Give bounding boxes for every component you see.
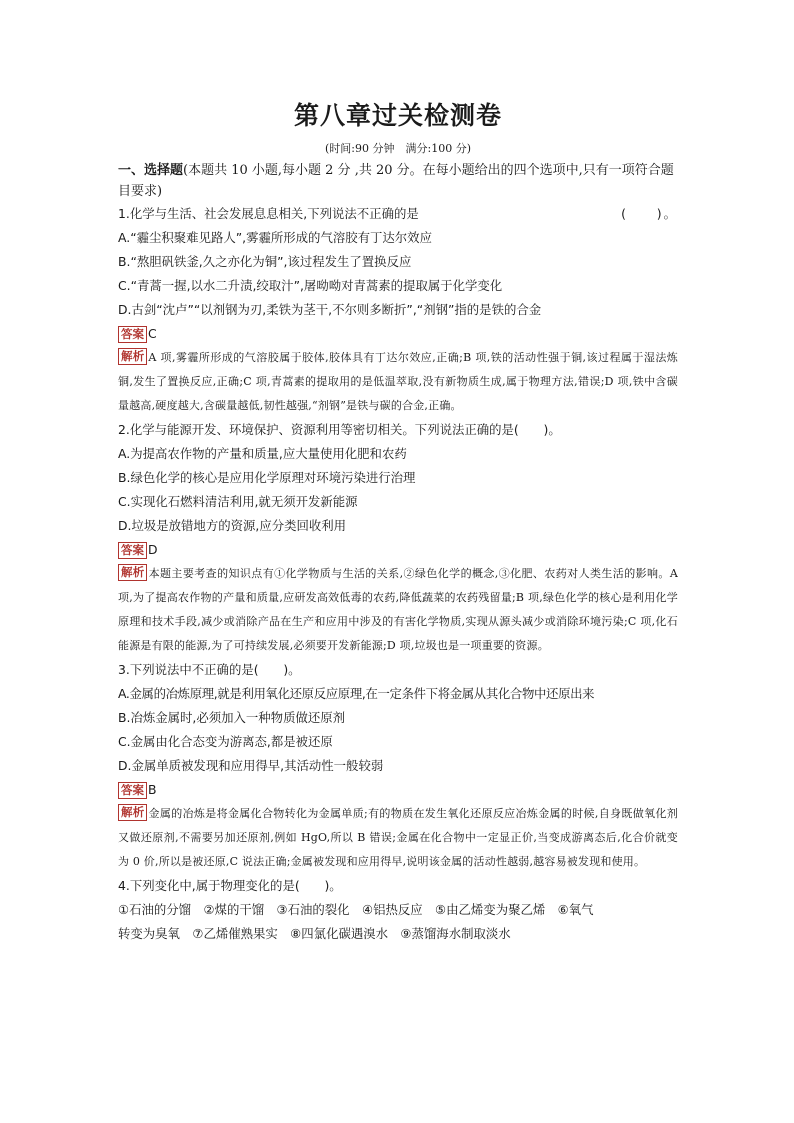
answer-row (118, 322, 678, 346)
option-b: B.“熬胆矾铁釜,久之亦化为铜”,该过程发生了置换反应 (118, 254, 412, 269)
exam-page (118, 96, 678, 946)
answer-label: 答案 (118, 542, 147, 559)
question-stem (118, 418, 678, 442)
option-d: D.金属单质被发现和应用得早,其活动性一般较弱 (118, 758, 384, 773)
question-4 (118, 874, 678, 946)
answer-row (118, 538, 678, 562)
question-1 (118, 202, 678, 418)
option-a: A.“霾尘积聚难见路人”,雾霾所形成的气溶胶有丁达尔效应 (118, 230, 432, 245)
explanation-label: 解析 (118, 564, 147, 581)
explanation (118, 346, 678, 418)
explanation-label: 解析 (118, 804, 147, 821)
section-description: (本题共 10 小题,每小题 2 分 ,共 20 分。在每小题给出的四个选项中,只有一项符合题目要求) (118, 163, 674, 199)
page-title: 第八章过关检测卷 (293, 101, 502, 130)
question-text: 1.化学与生活、社会发展息息相关,下列说法不正确的是 (118, 206, 419, 221)
option-list-line-1: ①石油的分馏 ②煤的干馏 ③石油的裂化 ④铝热反应 ⑤由乙烯变为聚乙烯 ⑥氧气 (118, 902, 594, 917)
explanation-text: 本题主要考查的知识点有①化学物质与生活的关系,②绿色化学的概念,③化肥、农药对人类生活的影响。A 项,为了提高农作物的产量和质量,应研发高效低毒的农药,降低蔬菜的农药残留量;B 项,绿色化学的核心是利用化学原理和技术手段,减少或消除产品在生产和应用中涉及的有害化学物质,实现从源头减少或消除环境污染;C 项,化石能源是有限的能源,为了可持续发展,必须要开发新能源;D 项,垃圾也是一项重要的资源。 (118, 567, 678, 652)
exam-meta: (时间:90 分钟 满分:100 分) (325, 142, 471, 155)
option-list-line-2: 转变为臭氧 ⑦乙烯催熟果实 ⑧四氯化碳遇溴水 ⑨蒸馏海水制取淡水 (118, 926, 511, 941)
option-c: C.实现化石燃料清洁利用,就无须开发新能源 (118, 494, 358, 509)
option-d: D.垃圾是放错地方的资源,应分类回收利用 (118, 518, 347, 533)
explanation (118, 802, 678, 874)
section-title: 一、选择题 (118, 163, 184, 178)
question-text: 4.下列变化中,属于物理变化的是( )。 (118, 878, 342, 893)
option-b: B.冶炼金属时,必须加入一种物质做还原剂 (118, 710, 346, 725)
answer-label: 答案 (118, 782, 147, 799)
option-b: B.绿色化学的核心是应用化学原理对环境污染进行治理 (118, 470, 416, 485)
option-c: C.“青蒿一握,以水二升渍,绞取汁”,屠呦呦对青蒿素的提取属于化学变化 (118, 278, 503, 293)
explanation (118, 562, 678, 658)
option-d: D.古剑“沈卢”“以剂钢为刃,柔铁为茎干,不尔则多断折”,“剂钢”指的是铁的合金 (118, 302, 542, 317)
answer-value: C (148, 326, 157, 341)
explanation-label: 解析 (118, 348, 147, 365)
question-2 (118, 418, 678, 658)
answer-value: B (148, 782, 157, 797)
section-heading (118, 160, 678, 202)
question-stem (118, 874, 678, 898)
answer-label: 答案 (118, 326, 147, 343)
question-stem (118, 202, 678, 226)
option-a: A.金属的冶炼原理,就是利用氧化还原反应原理,在一定条件下将金属从其化合物中还原出来 (118, 686, 595, 701)
option-c: C.金属由化合态变为游离态,都是被还原 (118, 734, 333, 749)
question-text: 2.化学与能源开发、环境保护、资源利用等密切相关。下列说法正确的是( )。 (118, 422, 561, 437)
answer-row (118, 778, 678, 802)
question-3 (118, 658, 678, 874)
explanation-text: 金属的冶炼是将金属化合物转化为金属单质;有的物质在发生氧化还原反应冶炼金属的时候,自身既做氧化剂又做还原剂,不需要另加还原剂,例如 HgO,所以 B 错误;金属在化合物中一定显正价,当变成游离态后,化合价就变为 0 价,所以是被还原,C 说法正确;金属被发现和应用得早,说明该金属的活动性越弱,越容易被发现和使用。 (118, 807, 678, 868)
question-stem (118, 658, 678, 682)
option-a: A.为提高农作物的产量和质量,应大量使用化肥和农药 (118, 446, 407, 461)
explanation-text: A 项,雾霾所形成的气溶胶属于胶体,胶体具有丁达尔效应,正确;B 项,铁的活动性强于铜,该过程属于湿法炼铜,发生了置换反应,正确;C 项,青蒿素的提取用的是低温萃取,没有新物质生成,属于物理方法,错误;D 项,铁中含碳量越高,硬度越大,含碳量越低,韧性越强,“剂钢”是铁与碳的合金,正确。 (118, 351, 678, 412)
answer-parentheses: ( )。 (621, 206, 678, 221)
question-text: 3.下列说法中不正确的是( )。 (118, 662, 301, 677)
answer-value: D (148, 542, 158, 557)
